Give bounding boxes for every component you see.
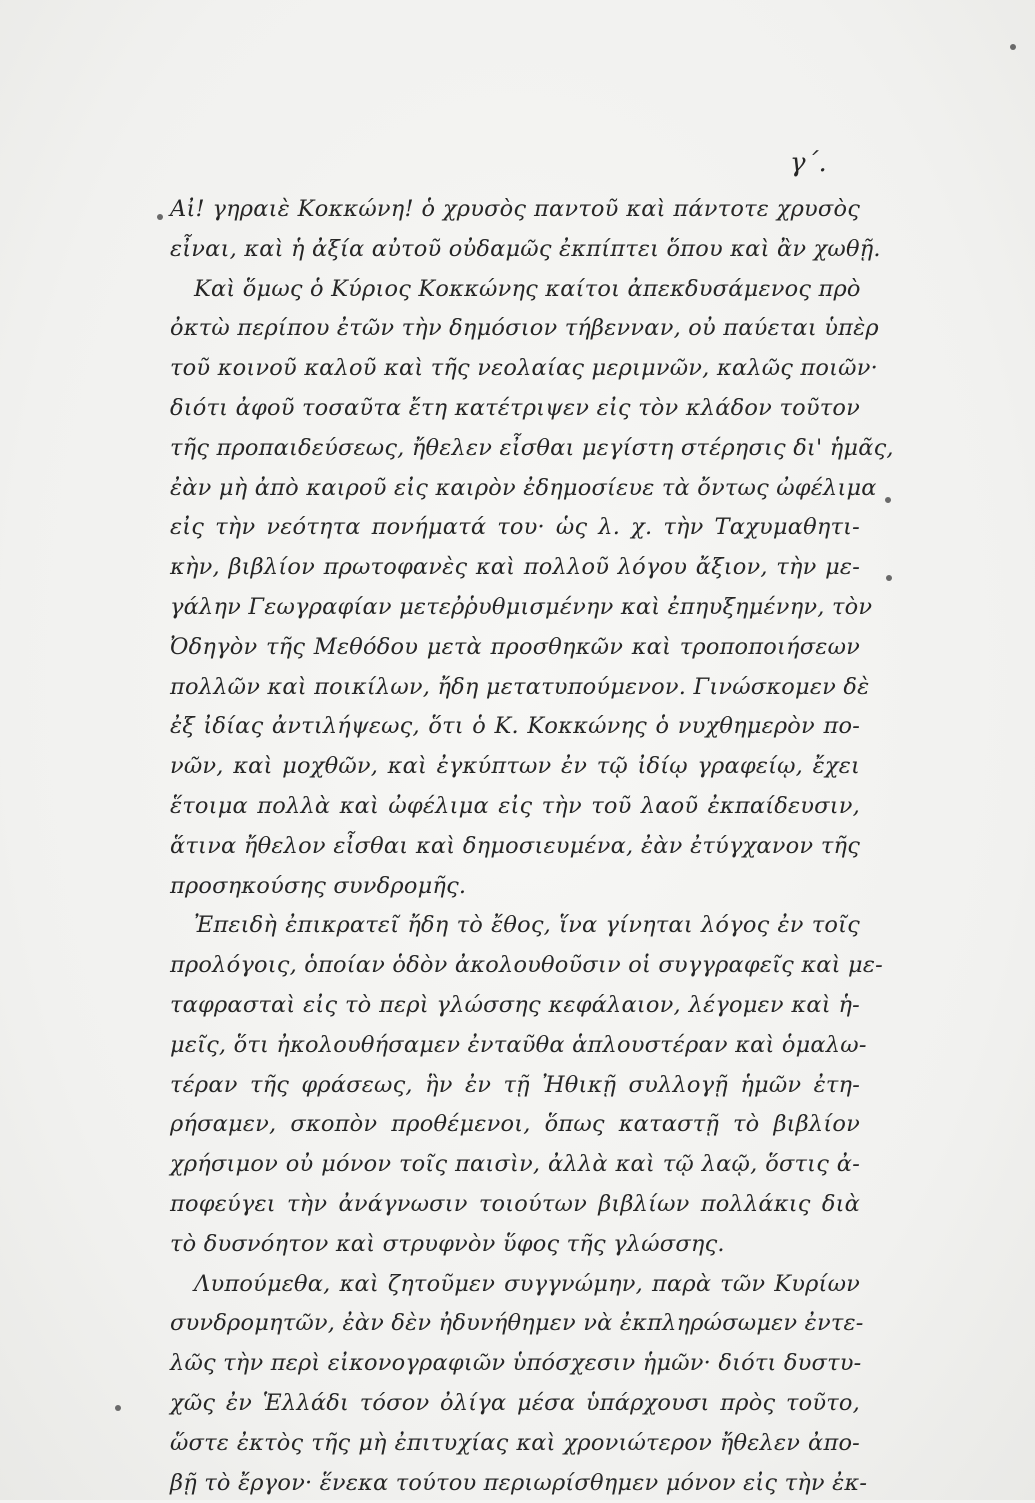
- text-line: ἅτινα ἤθελον εἶσθαι καὶ δημοσιευμένα, ἐὰν ἐτύγχανον τῆς: [170, 827, 860, 867]
- paper-speck: [886, 575, 892, 581]
- text-line: νῶν, καὶ μοχθῶν, καὶ ἐγκύπτων ἐν τῷ ἰδίῳ γραφείῳ, ἔχει: [170, 747, 860, 787]
- body-text: [170, 190, 860, 1503]
- text-line: προλόγοις, ὁποίαν ὁδὸν ἀκολουθοῦσιν οἱ συγγραφεῖς καὶ με-: [170, 946, 860, 986]
- text-line: ἐὰν μὴ ἀπὸ καιροῦ εἰς καιρὸν ἐδημοσίευε τὰ ὄντως ὠφέλιμα: [170, 469, 860, 509]
- text-line: ποφεύγει τὴν ἀνάγνωσιν τοιούτων βιβλίων πολλάκις διὰ: [170, 1185, 860, 1225]
- text-line: γάλην Γεωγραφίαν μετεῤῥυθμισμένην καὶ ἐπηυξημένην, τὸν: [170, 588, 860, 628]
- text-line: Ἐπειδὴ ἐπικρατεῖ ἤδη τὸ ἔθος, ἵνα γίνηται λόγος ἐν τοῖς: [170, 906, 860, 946]
- text-line: πολλῶν καὶ ποικίλων, ἤδη μετατυπούμενον. Γινώσκομεν δὲ: [170, 668, 860, 708]
- text-line: ὥστε ἐκτὸς τῆς μὴ ἐπιτυχίας καὶ χρονιώτερον ἤθελεν ἀπο-: [170, 1424, 860, 1464]
- text-line: τοῦ κοινοῦ καλοῦ καὶ τῆς νεολαίας μεριμνῶν, καλῶς ποιῶν·: [170, 349, 860, 389]
- text-line: τὸ δυσνόητον καὶ στρυφνὸν ὕφος τῆς γλώσσης.: [170, 1225, 860, 1265]
- text-line: Αἰ! γηραιὲ Κοκκώνη! ὁ χρυσὸς παντοῦ καὶ πάντοτε χρυσὸς: [170, 190, 860, 230]
- text-line: βῇ τὸ ἔργον· ἕνεκα τούτου περιωρίσθημεν μόνον εἰς τὴν ἐκ-: [170, 1464, 860, 1503]
- text-line: ὀκτὼ περίπου ἐτῶν τὴν δημόσιον τήβενναν, οὐ παύεται ὑπὲρ: [170, 309, 860, 349]
- text-line: διότι ἀφοῦ τοσαῦτα ἔτη κατέτριψεν εἰς τὸν κλάδον τοῦτον: [170, 389, 860, 429]
- text-line: λῶς τὴν περὶ εἰκονογραφιῶν ὑπόσχεσιν ἡμῶν· διότι δυστυ-: [170, 1344, 860, 1384]
- paper-speck: [157, 214, 163, 220]
- paper-speck: [115, 1405, 121, 1411]
- text-line: Ὀδηγὸν τῆς Μεθόδου μετὰ προσθηκῶν καὶ τροποποιήσεων: [170, 628, 860, 668]
- text-line: εἰς τὴν νεότητα πονήματά του· ὡς λ. χ. τὴν Ταχυμαθητι-: [170, 508, 860, 548]
- text-line: Καὶ ὅμως ὁ Κύριος Κοκκώνης καίτοι ἀπεκδυσάμενος πρὸ: [170, 270, 860, 310]
- text-line: κὴν, βιβλίον πρωτοφανὲς καὶ πολλοῦ λόγου ἄξιον, τὴν με-: [170, 548, 860, 588]
- page-number: γ΄.: [790, 148, 827, 178]
- text-line: ρήσαμεν, σκοπὸν προθέμενοι, ὅπως καταστῇ τὸ βιβλίον: [170, 1105, 860, 1145]
- text-line: εἶναι, καὶ ἡ ἀξία αὐτοῦ οὐδαμῶς ἐκπίπτει ὅπου καὶ ἂν χωθῇ.: [170, 230, 860, 270]
- text-line: ἐξ ἰδίας ἀντιλήψεως, ὅτι ὁ Κ. Κοκκώνης ὁ νυχθημερὸν πο-: [170, 707, 860, 747]
- text-line: μεῖς, ὅτι ἠκολουθήσαμεν ἐνταῦθα ἁπλουστέραν καὶ ὁμαλω-: [170, 1026, 860, 1066]
- text-line: προσηκούσης συνδρομῆς.: [170, 867, 860, 907]
- text-line: ταφρασταὶ εἰς τὸ περὶ γλώσσης κεφάλαιον, λέγομεν καὶ ἡ-: [170, 986, 860, 1026]
- paper-speck: [1010, 44, 1016, 50]
- paper-speck: [885, 497, 891, 503]
- text-line: χῶς ἐν Ἑλλάδι τόσον ὀλίγα μέσα ὑπάρχουσι πρὸς τοῦτο,: [170, 1384, 860, 1424]
- text-line: ἕτοιμα πολλὰ καὶ ὠφέλιμα εἰς τὴν τοῦ λαοῦ ἐκπαίδευσιν,: [170, 787, 860, 827]
- text-line: χρήσιμον οὐ μόνον τοῖς παισὶν, ἀλλὰ καὶ τῷ λαῷ, ὅστις ἀ-: [170, 1145, 860, 1185]
- text-line: Λυπούμεθα, καὶ ζητοῦμεν συγγνώμην, παρὰ τῶν Κυρίων: [170, 1265, 860, 1305]
- text-line: συνδρομητῶν, ἐὰν δὲν ἠδυνήθημεν νὰ ἐκπληρώσωμεν ἐντε-: [170, 1304, 860, 1344]
- text-line: τέραν τῆς φράσεως, ἣν ἐν τῇ Ἠθικῇ συλλογῇ ἡμῶν ἐτη-: [170, 1066, 860, 1106]
- text-line: τῆς προπαιδεύσεως, ἤθελεν εἶσθαι μεγίστη στέρησις δι' ἡμᾶς,: [170, 429, 860, 469]
